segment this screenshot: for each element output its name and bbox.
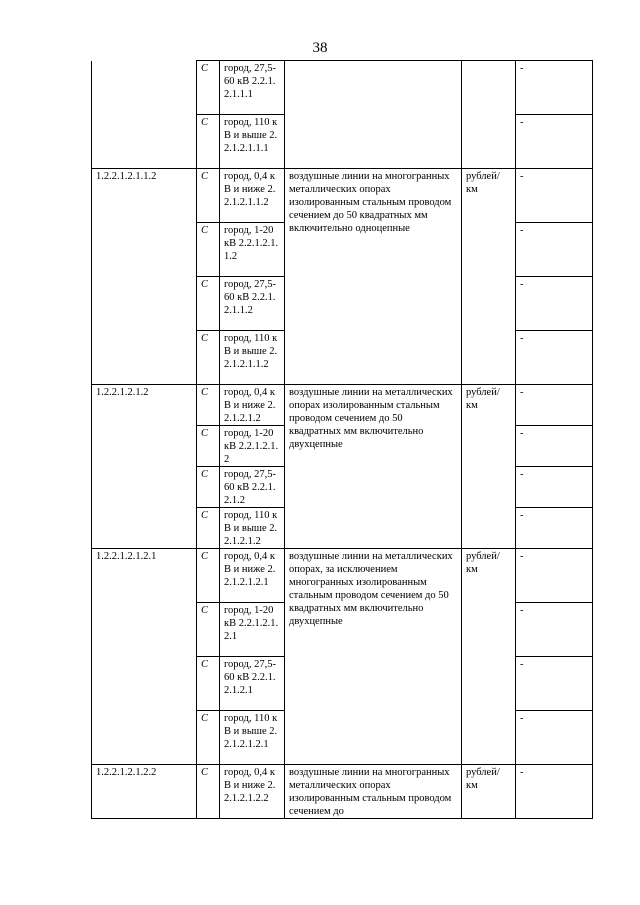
row-type: С bbox=[197, 765, 220, 819]
row-type: С bbox=[197, 385, 220, 426]
row-description: воздушные линии на многогранных металлических опорах изолированным стальным проводом сечением до bbox=[285, 765, 462, 819]
row-unit bbox=[462, 61, 516, 169]
row-type: С bbox=[197, 331, 220, 385]
row-subcategory: город, 27,5-60 кВ 2.2.1.2.1.1.2 bbox=[220, 277, 285, 331]
row-subcategory: город, 1-20 кВ 2.2.1.2.1.1.2 bbox=[220, 223, 285, 277]
row-value: - bbox=[516, 61, 593, 115]
row-type: С bbox=[197, 508, 220, 549]
row-type: С bbox=[197, 61, 220, 115]
row-value: - bbox=[516, 765, 593, 819]
row-code: 1.2.2.1.2.1.2 bbox=[92, 385, 197, 549]
row-type: С bbox=[197, 711, 220, 765]
row-type: С bbox=[197, 169, 220, 223]
row-value: - bbox=[516, 467, 593, 508]
row-type: С bbox=[197, 549, 220, 603]
row-unit: рублей/км bbox=[462, 169, 516, 385]
row-description: воздушные линии на многогранных металлических опорах изолированным стальным проводом сечением до 50 квадратных мм включительно одноцепные bbox=[285, 169, 462, 385]
table-row bbox=[92, 169, 593, 223]
row-type: С bbox=[197, 426, 220, 467]
table-row bbox=[92, 385, 593, 426]
row-subcategory: город, 110 кВ и выше 2.2.1.2.1.1.1 bbox=[220, 115, 285, 169]
row-unit: рублей/км bbox=[462, 549, 516, 765]
row-subcategory: город, 0,4 кВ и ниже 2.2.1.2.1.1.2 bbox=[220, 169, 285, 223]
row-description bbox=[285, 61, 462, 169]
row-value: - bbox=[516, 169, 593, 223]
row-type: С bbox=[197, 603, 220, 657]
table-row bbox=[92, 765, 593, 819]
row-subcategory: город, 0,4 кВ и ниже 2.2.1.2.1.2 bbox=[220, 385, 285, 426]
row-subcategory: город, 110 кВ и выше 2.2.1.2.1.2 bbox=[220, 508, 285, 549]
row-code: 1.2.2.1.2.1.2.1 bbox=[92, 549, 197, 765]
row-unit: рублей/км bbox=[462, 385, 516, 549]
row-subcategory: город, 1-20 кВ 2.2.1.2.1.2 bbox=[220, 426, 285, 467]
row-description: воздушные линии на металлических опорах изолированным стальным проводом сечением до 50 квадратных мм включительно двухцепные bbox=[285, 385, 462, 549]
tariff-table-body bbox=[92, 61, 593, 819]
row-value: - bbox=[516, 385, 593, 426]
row-value: - bbox=[516, 657, 593, 711]
row-code: 1.2.2.1.2.1.2.2 bbox=[92, 765, 197, 819]
row-subcategory: город, 0,4 кВ и ниже 2.2.1.2.1.2.2 bbox=[220, 765, 285, 819]
row-code: 1.2.2.1.2.1.1.2 bbox=[92, 169, 197, 385]
row-value: - bbox=[516, 603, 593, 657]
row-subcategory: город, 110 кВ и выше 2.2.1.2.1.1.2 bbox=[220, 331, 285, 385]
row-subcategory: город, 27,5-60 кВ 2.2.1.2.1.2 bbox=[220, 467, 285, 508]
row-type: С bbox=[197, 223, 220, 277]
row-value: - bbox=[516, 277, 593, 331]
table-row bbox=[92, 61, 593, 115]
row-type: С bbox=[197, 115, 220, 169]
row-code bbox=[92, 61, 197, 169]
row-type: С bbox=[197, 467, 220, 508]
row-value: - bbox=[516, 711, 593, 765]
row-type: С bbox=[197, 657, 220, 711]
tariff-table bbox=[91, 60, 593, 819]
row-subcategory: город, 27,5-60 кВ 2.2.1.2.1.2.1 bbox=[220, 657, 285, 711]
row-description: воздушные линии на металлических опорах, за исключением многогранных изолированным стальным проводом сечением до 50 квадратных мм включительно двухцепные bbox=[285, 549, 462, 765]
page-number: 38 bbox=[312, 40, 328, 56]
row-value: - bbox=[516, 115, 593, 169]
row-value: - bbox=[516, 508, 593, 549]
row-subcategory: город, 0,4 кВ и ниже 2.2.1.2.1.2.1 bbox=[220, 549, 285, 603]
row-type: С bbox=[197, 277, 220, 331]
row-value: - bbox=[516, 331, 593, 385]
row-subcategory: город, 110 кВ и выше 2.2.1.2.1.2.1 bbox=[220, 711, 285, 765]
row-subcategory: город, 1-20 кВ 2.2.1.2.1.2.1 bbox=[220, 603, 285, 657]
row-subcategory: город, 27,5-60 кВ 2.2.1.2.1.1.1 bbox=[220, 61, 285, 115]
row-value: - bbox=[516, 426, 593, 467]
row-value: - bbox=[516, 549, 593, 603]
table-row bbox=[92, 549, 593, 603]
row-unit: рублей/км bbox=[462, 765, 516, 819]
row-value: - bbox=[516, 223, 593, 277]
